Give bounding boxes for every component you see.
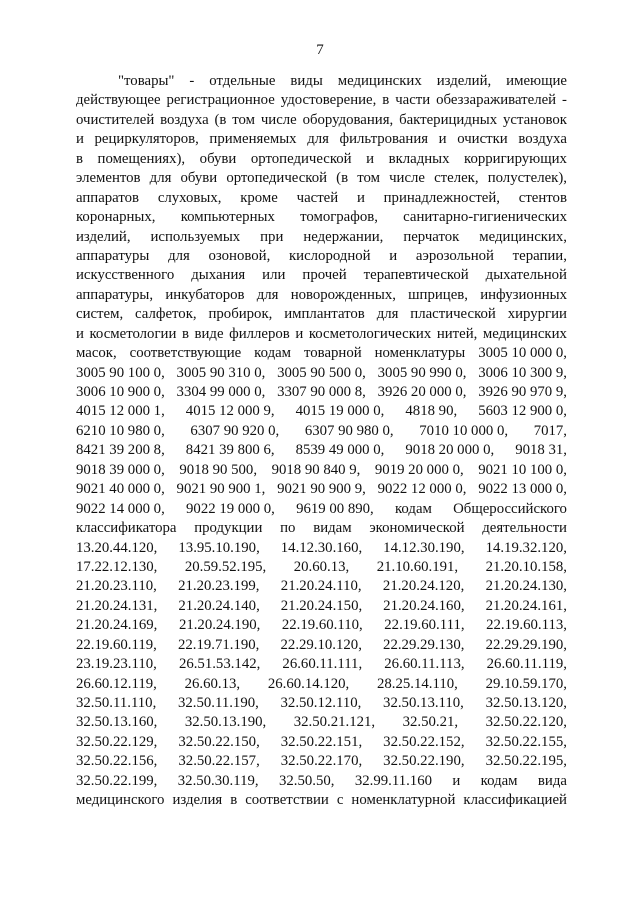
text-line	[76, 91, 567, 110]
text-line	[76, 636, 567, 655]
text-word: 26.60.14.120,	[267, 675, 350, 692]
text-word: 21.20.24.131,	[76, 597, 158, 614]
text-word: номенклатурной	[351, 792, 456, 809]
text-word: аппаратуры,	[76, 286, 154, 303]
text-word: 3926 20 000 0,	[377, 384, 467, 400]
text-word: 32.50.22.195,	[485, 753, 567, 770]
text-line	[76, 150, 567, 169]
text-word: 21.10.60.191,	[376, 558, 459, 575]
text-word: томографов,	[300, 209, 378, 226]
text-word: 3005 10 000 0,	[478, 345, 567, 362]
text-word: перчаток	[403, 228, 460, 245]
text-word: 9018 31,	[515, 442, 567, 459]
text-word: воздуха	[160, 111, 209, 128]
text-word: 26.60.11.111,	[282, 656, 363, 673]
text-word: отдельные	[209, 73, 276, 89]
text-word: 4015 12 000 1,	[76, 403, 165, 420]
text-word: 9022 19 000 0,	[186, 500, 275, 517]
text-line	[76, 364, 567, 383]
text-word: или	[262, 267, 286, 284]
text-line	[76, 441, 567, 460]
text-word: для	[307, 131, 329, 148]
text-word: 32.99.11.160	[354, 772, 432, 789]
text-line	[76, 286, 567, 305]
text-word: шприцев,	[408, 286, 468, 303]
text-word: 3005 90 500 0,	[277, 364, 366, 381]
text-word: масок,	[76, 345, 117, 362]
text-line	[76, 772, 567, 791]
text-word: 20.60.13,	[293, 558, 350, 575]
text-line	[76, 539, 567, 558]
text-word: 3304 99 000 0,	[176, 384, 266, 400]
text-word: 32.50.22.155,	[485, 733, 567, 750]
text-word: и	[76, 131, 84, 148]
text-word: 6307 90 980 0,	[304, 422, 394, 439]
text-word: и	[356, 189, 365, 206]
text-word: 3926 90 970 9,	[478, 384, 567, 400]
text-word: 32.50.22.152,	[383, 733, 465, 750]
text-word: 8421 39 200 8,	[76, 442, 165, 459]
text-word: Общероссийского	[453, 500, 567, 517]
text-word: применяемых	[209, 131, 297, 148]
text-word: для	[149, 170, 172, 187]
text-word: изделий,	[76, 228, 131, 245]
text-word: классификатора	[76, 520, 177, 537]
text-word: 26.60.13,	[184, 675, 241, 692]
text-word: для	[168, 247, 190, 264]
text-word: 32.50.13.190,	[184, 714, 267, 731]
text-word: дыхания	[191, 267, 246, 284]
text-word: 4015 12 000 9,	[185, 403, 275, 420]
text-word: 32.50.22.151,	[280, 733, 363, 750]
text-word: 9019 20 000 0,	[374, 461, 464, 478]
text-word: кислородной	[288, 247, 371, 264]
text-word: виде	[194, 325, 224, 342]
text-word: 21.20.24.110,	[280, 578, 362, 595]
text-word: 22.29.29.190,	[485, 636, 567, 653]
text-word: нитей,	[436, 325, 478, 342]
text-word: компьютерных	[180, 209, 275, 226]
text-line	[76, 733, 567, 752]
text-word: 9018 20 000 0,	[405, 442, 495, 459]
text-word: аппаратуры	[76, 247, 150, 264]
text-word: бактерицидных	[399, 111, 498, 128]
text-word: 22.29.29.130,	[383, 636, 465, 653]
text-word: 13.20.44.120,	[76, 539, 158, 556]
text-word: 32.50.21,	[402, 714, 459, 731]
text-line	[76, 597, 567, 616]
text-line	[76, 72, 567, 91]
text-word: аппаратов	[76, 189, 140, 206]
text-word: филлеров	[229, 325, 290, 342]
text-word: 22.19.60.110,	[281, 617, 363, 634]
page-number: 7	[316, 42, 324, 58]
text-word: косметологии	[89, 325, 177, 342]
text-word: 32.50.22.157,	[178, 753, 260, 770]
text-word: рециркуляторов,	[94, 131, 199, 148]
text-word: 17.22.12.130,	[76, 558, 158, 575]
text-word: медицинских	[337, 73, 422, 89]
text-word: хирургии	[507, 306, 567, 323]
text-word: озоновой,	[208, 247, 271, 264]
text-word: кодам	[480, 772, 518, 789]
text-word: и	[76, 325, 84, 342]
text-word: экономической	[369, 520, 465, 537]
text-word: 32.50.21.121,	[293, 714, 376, 731]
text-word: 8421 39 800 6,	[185, 442, 275, 459]
text-line	[76, 752, 567, 771]
text-word: 32.50.22.120,	[485, 714, 567, 731]
text-line	[76, 383, 567, 402]
text-word: помещениях),	[97, 150, 186, 167]
text-line	[76, 422, 567, 441]
text-word: том	[357, 170, 380, 187]
text-word: 21.20.23.110,	[76, 578, 157, 595]
text-word: виды	[290, 73, 323, 89]
text-word: 3006 10 900 0,	[76, 384, 165, 400]
text-word: 9018 90 840 9,	[271, 461, 361, 478]
text-line	[76, 130, 567, 149]
text-word: очистки	[457, 131, 508, 148]
text-word: недержании,	[303, 228, 384, 245]
text-line	[76, 208, 567, 227]
text-word: 22.19.71.190,	[177, 636, 260, 653]
text-word: кодам	[395, 500, 432, 517]
text-line	[76, 228, 567, 247]
text-word: 9018 90 500,	[179, 461, 258, 478]
text-word: полустелек),	[487, 170, 567, 187]
text-word: 32.50.22.150,	[178, 733, 260, 750]
text-word: 32.50.13.120,	[485, 695, 567, 711]
text-word: 21.20.24.120,	[382, 578, 465, 595]
text-word: 32.50.22.190,	[383, 753, 465, 770]
text-word: числе	[389, 170, 425, 187]
text-word: по	[280, 520, 296, 537]
text-word: 3005 90 310 0,	[176, 364, 266, 381]
text-word: инкубаторов	[165, 286, 245, 303]
text-word: регистрационное	[166, 92, 275, 109]
text-word: в	[382, 92, 390, 109]
text-word: элементов	[76, 170, 141, 187]
text-word: аэрозольной	[415, 247, 494, 264]
text-line	[76, 480, 567, 499]
text-word: дыхательной	[485, 267, 567, 284]
text-word: 32.50.13.160,	[76, 714, 158, 731]
text-word: принадлежностей,	[383, 189, 500, 206]
text-line	[76, 461, 567, 480]
text-word: 21.20.24.150,	[280, 597, 363, 614]
text-word: при	[260, 228, 284, 245]
text-word: удостоверение,	[280, 92, 377, 109]
text-line	[76, 616, 567, 635]
text-word: и	[295, 325, 304, 342]
text-word: в	[181, 325, 189, 342]
text-line	[76, 344, 567, 363]
text-word: 8539 49 000 0,	[295, 442, 385, 459]
text-word: 21.20.24.140,	[178, 597, 260, 614]
text-word: стелек,	[434, 170, 479, 187]
text-word: 21.20.24.160,	[383, 597, 465, 614]
text-word: -	[562, 92, 567, 109]
text-word: и	[438, 131, 447, 148]
text-line	[76, 169, 567, 188]
text-line	[76, 266, 567, 285]
text-word: 22.19.60.113,	[486, 617, 567, 634]
text-word: пластической	[410, 306, 496, 323]
text-word: соответствии	[245, 792, 329, 809]
text-word: вкладных	[388, 150, 450, 167]
text-word: имплантатов	[284, 306, 365, 323]
text-word: 21.20.24.190,	[178, 617, 261, 634]
text-word: "товары"	[118, 73, 175, 89]
text-line	[76, 655, 567, 674]
text-word: 20.59.52.195,	[184, 558, 267, 575]
text-word: ортопедической	[226, 170, 328, 187]
text-word: 21.20.24.161,	[485, 597, 567, 614]
text-word: и	[389, 247, 398, 264]
text-word: 3006 10 300 9,	[478, 364, 567, 381]
text-word: 5603 12 900 0,	[478, 403, 567, 420]
text-line	[76, 713, 567, 732]
text-word: ортопедической	[250, 150, 352, 167]
text-word: медицинского	[76, 792, 165, 809]
text-word: 9022 13 000 0,	[478, 481, 567, 498]
text-word: кроме	[240, 189, 278, 206]
text-word: частей	[296, 189, 339, 206]
text-word: обеззараживателей	[436, 92, 557, 109]
text-line	[76, 791, 567, 810]
text-word: изделия	[172, 792, 223, 809]
text-line	[76, 247, 567, 266]
text-word: терапевтической	[363, 267, 469, 284]
text-word: соответствующие	[129, 345, 242, 362]
text-word: 9022 12 000 0,	[377, 481, 467, 498]
text-word: 6210 10 980 0,	[76, 422, 165, 439]
text-word: фильтрования	[339, 131, 429, 148]
text-line	[76, 519, 567, 538]
body-paragraph	[76, 72, 567, 811]
text-word: в	[76, 150, 83, 167]
text-word: салфеток,	[135, 306, 197, 323]
text-line	[76, 325, 567, 344]
text-word: кодам	[254, 345, 292, 362]
text-word: для	[256, 286, 279, 303]
text-word: деятельности	[482, 520, 567, 537]
text-word: и	[452, 772, 461, 789]
text-line	[76, 577, 567, 596]
text-line	[76, 402, 567, 421]
text-word: 22.19.60.111,	[384, 617, 465, 634]
text-word: 9619 00 890,	[296, 500, 374, 517]
text-word: действующее	[76, 92, 161, 109]
text-word: 13.95.10.190,	[178, 539, 260, 556]
text-line	[76, 305, 567, 324]
text-word: 14.19.32.120,	[485, 539, 567, 556]
text-word: числе	[260, 111, 297, 128]
text-word: обуви	[199, 150, 237, 167]
text-word: 32.50.22.170,	[280, 753, 363, 770]
text-word: инфузионных	[480, 286, 567, 303]
text-word: 9022 14 000 0,	[76, 500, 165, 517]
text-word: 6307 90 920 0,	[190, 422, 280, 439]
text-word: 21.20.23.199,	[178, 578, 260, 595]
text-word: 9021 40 000 0,	[76, 481, 165, 498]
text-word: 32.50.22.129,	[76, 733, 158, 750]
text-word: 3005 90 100 0,	[76, 364, 165, 381]
text-word: 29.10.59.170,	[485, 675, 567, 692]
text-word: 14.12.30.160,	[280, 539, 363, 556]
text-word: с	[336, 792, 344, 809]
text-word: очистителей	[76, 111, 155, 128]
text-word: оборудования,	[302, 111, 394, 128]
text-word: и	[366, 150, 375, 167]
text-word: 14.12.30.190,	[383, 539, 465, 556]
text-word: (в	[336, 170, 349, 187]
text-line	[76, 675, 567, 694]
text-word: 3307 90 000 8,	[277, 384, 366, 400]
text-word: 7010 10 000 0,	[419, 422, 509, 439]
text-word: медицинских,	[479, 228, 567, 245]
text-word: 9018 39 000 0,	[76, 461, 165, 478]
text-word: классификацией	[463, 792, 567, 809]
text-word: стентов	[518, 189, 567, 206]
text-word: обуви	[180, 170, 218, 187]
text-word: 32.50.11.110,	[76, 695, 157, 711]
text-word: пробирок,	[208, 306, 273, 323]
text-word: вида	[537, 772, 567, 789]
text-word: видам	[313, 520, 352, 537]
text-word: 32.50.22.199,	[76, 772, 158, 789]
text-word: в	[230, 792, 238, 809]
text-word: 9021 90 900 1,	[176, 481, 266, 498]
text-line	[76, 500, 567, 519]
text-word: 32.50.11.190,	[177, 695, 259, 711]
text-word: искусственного	[76, 267, 175, 284]
text-word: 26.51.53.142,	[178, 656, 261, 673]
text-word: номенклатуры	[374, 345, 466, 362]
text-word: том	[232, 111, 256, 128]
text-word: 9021 90 900 9,	[277, 481, 366, 498]
text-line	[76, 558, 567, 577]
text-word: товарной	[303, 345, 362, 362]
text-word: 21.20.24.169,	[76, 617, 158, 634]
text-word: 26.60.11.113,	[384, 656, 465, 673]
text-word: 32.50.50,	[278, 772, 335, 789]
text-word: косметологических	[308, 325, 432, 342]
text-line	[76, 189, 567, 208]
text-word: установок	[502, 111, 567, 128]
text-word: 3005 90 990 0,	[377, 364, 467, 381]
text-word: 21.20.10.158,	[485, 558, 567, 575]
text-word: корригирующих	[464, 150, 567, 167]
text-word: 4818 90,	[405, 403, 458, 420]
text-word: воздуха	[518, 131, 567, 148]
text-word: 32.50.12.110,	[280, 695, 362, 711]
text-word: 22.29.10.120,	[280, 636, 362, 653]
text-word: терапии,	[512, 247, 567, 264]
text-word: 26.60.11.119,	[486, 656, 567, 673]
text-word: 26.60.12.119,	[76, 675, 157, 692]
text-word: продукции	[194, 520, 263, 537]
text-word: 22.19.60.119,	[76, 636, 157, 653]
text-word: коронарных,	[76, 209, 156, 226]
text-word: 21.20.24.130,	[485, 578, 567, 595]
text-word: имеющие	[506, 73, 567, 89]
text-word: прочей	[302, 267, 347, 284]
text-word: 32.50.22.156,	[76, 753, 158, 770]
text-word: 32.50.30.119,	[177, 772, 259, 789]
text-word: изделий,	[436, 73, 492, 89]
text-word: слуховых,	[157, 189, 222, 206]
text-word: 28.25.14.110,	[376, 675, 458, 692]
text-word: 4015 19 000 0,	[295, 403, 385, 420]
text-word: для	[376, 306, 399, 323]
text-word: используемых	[150, 228, 241, 245]
text-word: 32.50.13.110,	[383, 695, 464, 711]
text-line	[76, 111, 567, 130]
text-word: 23.19.23.110,	[76, 656, 157, 673]
text-line	[76, 694, 567, 713]
text-word: (в	[214, 111, 227, 128]
text-word: медицинских	[482, 325, 567, 342]
text-word: новорожденных,	[290, 286, 396, 303]
text-word: систем,	[76, 306, 124, 323]
text-word: санитарно-гигиенических	[403, 209, 567, 226]
text-word: -	[189, 73, 195, 89]
text-word: 9021 10 100 0,	[478, 461, 567, 478]
text-word: 7017,	[533, 422, 567, 439]
text-word: части	[395, 92, 431, 109]
